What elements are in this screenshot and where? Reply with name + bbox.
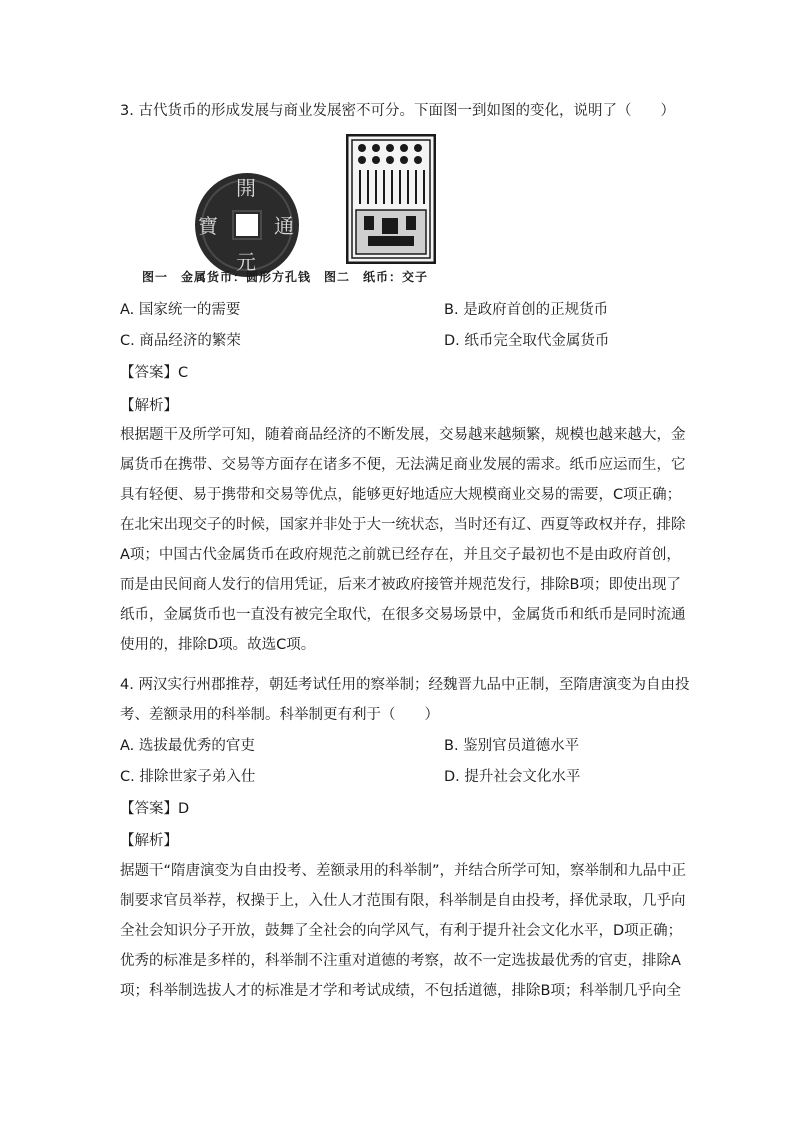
q4-option-c: C. 排除世家子弟入仕 — [120, 769, 256, 785]
analysis-line: 使用的，排除D项。故选C项。 — [120, 637, 316, 653]
q4-option-b: B. 鉴别官员道德水平 — [444, 738, 580, 754]
q3-figure — [140, 132, 460, 282]
q4-question-line-2: 考、差额录用的科举制。科举制更有利于（ ） — [120, 707, 439, 723]
analysis-line: 具有轻便、易于携带和交易等优点，能够更好地适应大规模商业交易的需要，C项正确； — [120, 487, 682, 503]
q3-figure-caption: 图一 金属货币：圆形方孔钱 图二 纸币：交子 — [142, 270, 429, 284]
q3-option-a: A. 国家统一的需要 — [120, 302, 241, 318]
analysis-line: 全社会知识分子开放，鼓舞了全社会的向学风气，有利于提升社会文化水平，D项正确； — [120, 923, 683, 939]
q4-option-d: D. 提升社会文化水平 — [444, 769, 581, 785]
q4-question-line-1: 4. 两汉实行州郡推荐，朝廷考试任用的察举制；经魏晋九品中正制，至隋唐演变为自由投 — [120, 677, 690, 693]
q3-option-b: B. 是政府首创的正规货币 — [444, 302, 609, 318]
analysis-line: 属货币在携带、交易等方面存在诸多不便，无法满足商业发展的需求。纸币应运而生，它 — [120, 457, 686, 473]
jiaozi-image — [346, 134, 436, 264]
q3-option-c: C. 商品经济的繁荣 — [120, 333, 241, 349]
coin-char-left: 寶 — [198, 214, 218, 238]
coin-char-right: 通 — [274, 214, 294, 238]
q3-analysis-label: 【解析】 — [120, 398, 178, 414]
analysis-line: 据题干“隋唐演变为自由投考、差额录用的科举制”，并结合所学可知，察举制和九品中正 — [120, 863, 687, 879]
q3-option-d: D. 纸币完全取代金属货币 — [444, 333, 610, 349]
q4-answer: 【答案】D — [120, 801, 190, 817]
analysis-line: 在北宋出现交子的时候，国家并非处于大一统状态，当时还有辽、西夏等政权并存，排除 — [120, 517, 686, 533]
q4-analysis-label: 【解析】 — [120, 833, 178, 849]
q4-analysis — [120, 861, 686, 1011]
q3-question: 3. 古代货币的形成发展与商业发展密不可分。下面图一到如图的变化，说明了（ ） — [120, 103, 675, 119]
analysis-line: 而是由民间商人发行的信用凭证，后来才被政府接管并规范发行，排除B项；即使出现了 — [120, 577, 681, 593]
coin-char-bottom: 元 — [236, 250, 256, 274]
analysis-line: 根据题干及所学可知，随着商品经济的不断发展，交易越来越频繁，规模也越来越大，金 — [120, 427, 686, 443]
analysis-line: 纸币，金属货币也一直没有被完全取代，在很多交易场景中，金属货币和纸币是同时流通 — [120, 607, 686, 623]
analysis-line: A项；中国古代金属货币在政府规范之前就已经存在，并且交子最初也不是由政府首创， — [120, 547, 681, 563]
analysis-line: 项；科举制选拔人才的标准是才学和考试成绩，不包括道德，排除B项；科举制几乎向全 — [120, 983, 681, 999]
q4-option-a: A. 选拔最优秀的官吏 — [120, 738, 255, 754]
coin-char-top: 開 — [236, 176, 256, 200]
q3-analysis — [120, 425, 686, 665]
analysis-line: 制要求官员举荐，权操于上，入仕人才范围有限，科举制是自由投考，择优录取，几乎向 — [120, 893, 686, 909]
analysis-line: 优秀的标准是多样的，科举制不注重对道德的考察，故不一定选拔最优秀的官吏，排除A — [120, 953, 681, 969]
q3-answer: 【答案】C — [120, 365, 189, 381]
